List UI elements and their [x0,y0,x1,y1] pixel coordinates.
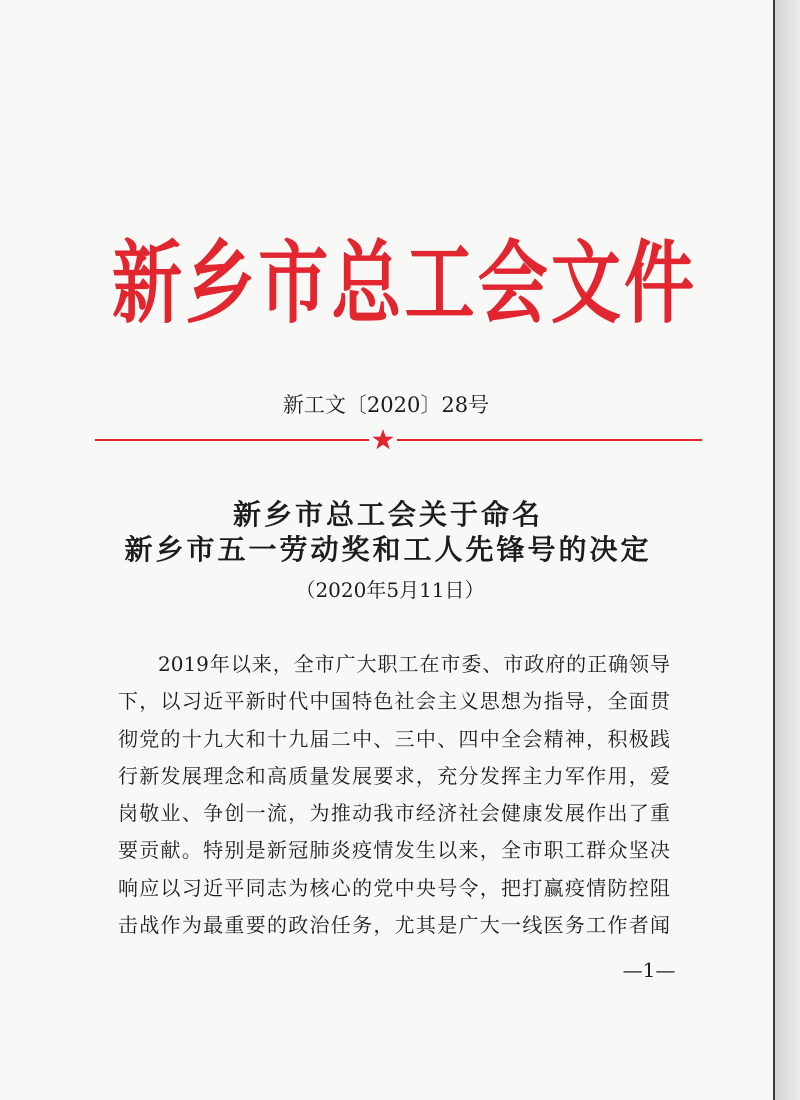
body-line: 岗敬业、争创一流，为推动我市经济社会健康发展作出了重 [118,801,670,826]
document-number: 新工文〔2020〕28号 [282,393,490,417]
red-header-title: 新乡市总工会文件 [112,230,694,337]
star-icon [371,428,395,452]
page-edge-shadow [775,0,800,1100]
body-line: 击战作为最重要的政治任务，尤其是广大一线医务工作者闻 [118,913,670,938]
body-line: 要贡献。特别是新冠肺炎疫情发生以来，全市职工群众坚决 [118,838,670,863]
red-rule-left [95,439,369,441]
page-number: —1— [622,958,676,982]
document-date: （2020年5月11日） [295,578,485,602]
document-title-line-1: 新乡市总工会关于命名 [232,498,543,531]
body-line: 2019年以来，全市广大职工在市委、市政府的正确领导 [158,652,670,676]
body-paragraph [118,646,670,944]
body-line: 彻党的十九大和十九届二中、三中、四中全会精神，积极践 [118,726,670,751]
body-line: 下，以习近平新时代中国特色社会主义思想为指导，全面贯 [118,689,670,714]
red-rule-right [397,439,702,441]
document-title-line-2: 新乡市五一劳动奖和工人先锋号的决定 [124,533,652,566]
body-line: 行新发展理念和高质量发展要求，充分发挥主力军作用，爱 [118,763,670,788]
body-line: 响应以习近平同志为核心的党中央号令，把打赢疫情防控阻 [118,875,670,900]
